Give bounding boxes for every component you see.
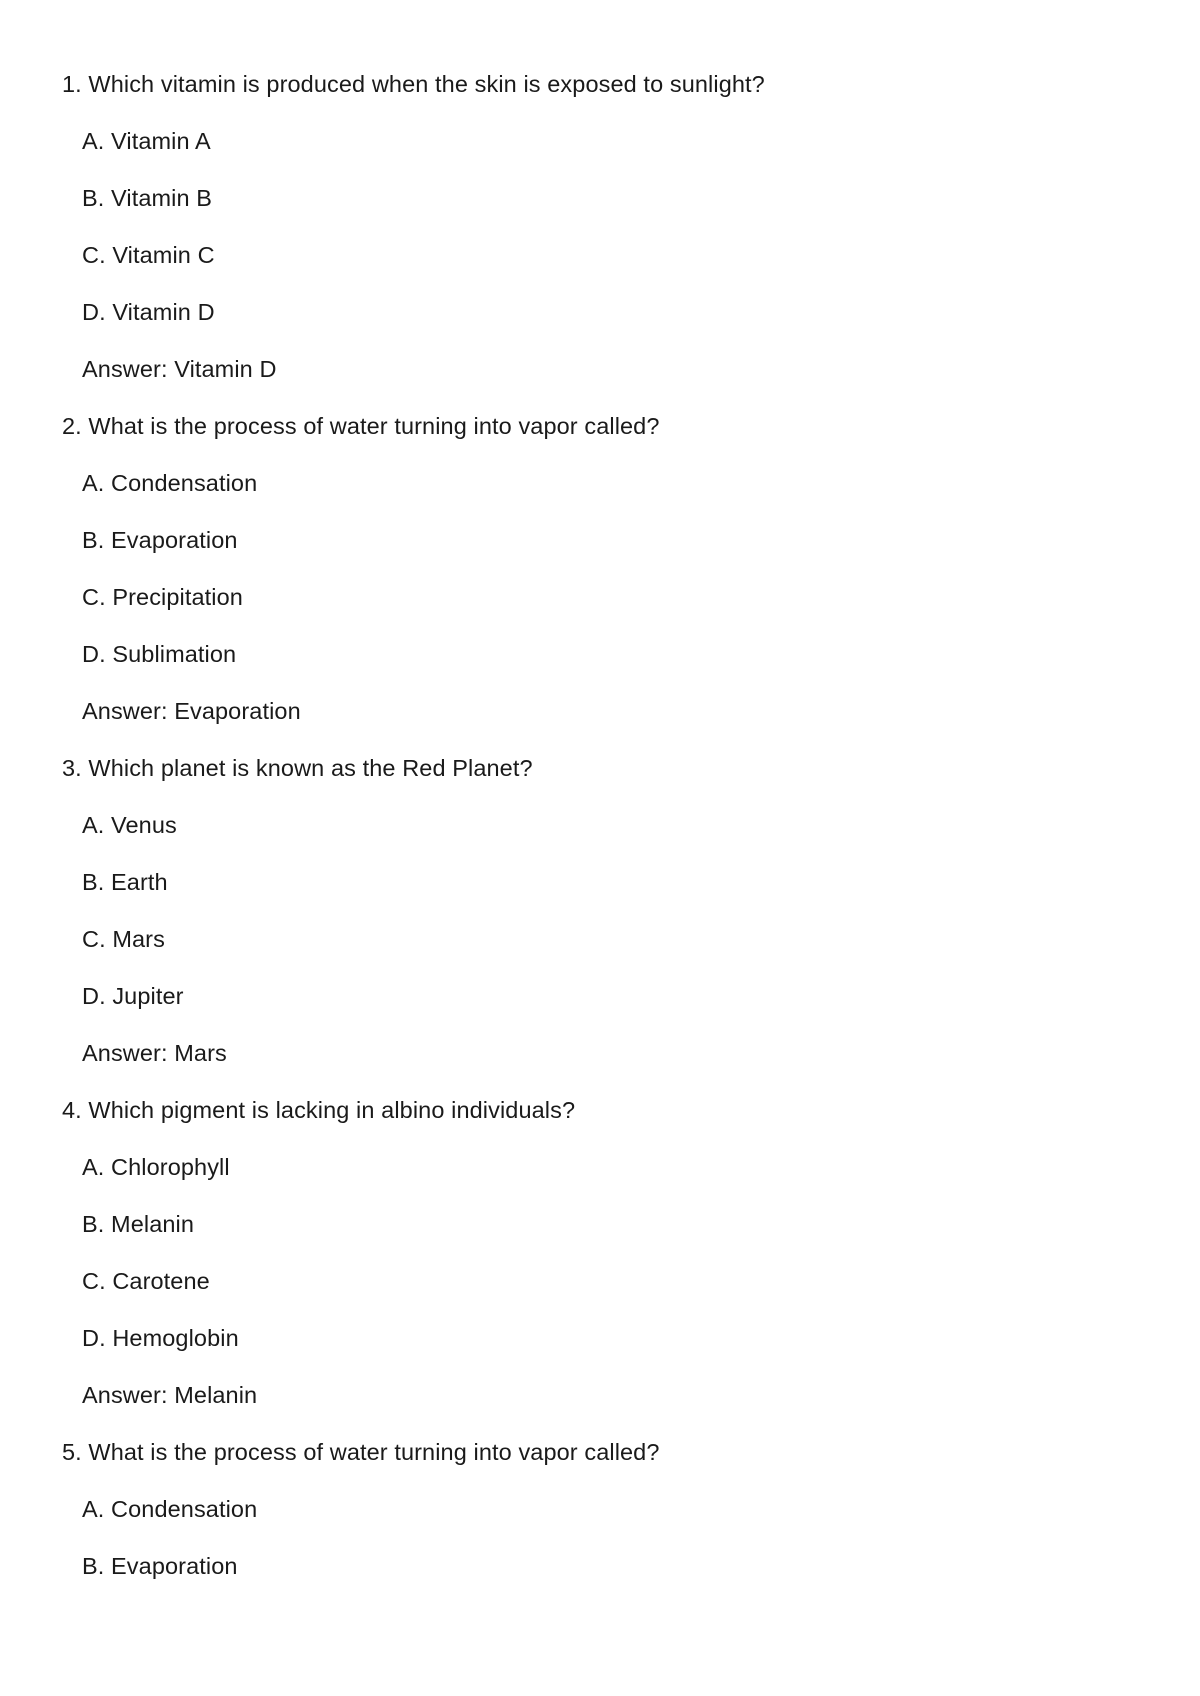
question-1-option-d: D. Vitamin D xyxy=(82,299,215,325)
question-5-option-b: B. Evaporation xyxy=(82,1553,238,1579)
question-2-answer: Answer: Evaporation xyxy=(82,698,301,724)
question-4-option-c: C. Carotene xyxy=(82,1268,210,1294)
question-5: 5. What is the process of water turning into vapor called? xyxy=(62,1439,660,1465)
question-2-option-d: D. Sublimation xyxy=(82,641,237,667)
question-1-option-a: A. Vitamin A xyxy=(82,128,211,154)
question-1: 1. Which vitamin is produced when the skin is exposed to sunlight? xyxy=(62,71,765,97)
question-4-option-b: B. Melanin xyxy=(82,1211,195,1237)
question-2-option-c: C. Precipitation xyxy=(82,584,243,610)
question-3-option-c: C. Mars xyxy=(82,926,165,952)
question-2-option-a: A. Condensation xyxy=(82,470,258,496)
question-3: 3. Which planet is known as the Red Planet? xyxy=(62,755,533,781)
question-2-option-b: B. Evaporation xyxy=(82,527,238,553)
question-3-answer: Answer: Mars xyxy=(82,1040,227,1066)
question-4-option-d: D. Hemoglobin xyxy=(82,1325,239,1351)
question-3-option-d: D. Jupiter xyxy=(82,983,184,1009)
question-4-option-a: A. Chlorophyll xyxy=(82,1154,230,1180)
question-1-option-b: B. Vitamin B xyxy=(82,185,213,211)
question-3-option-a: A. Venus xyxy=(82,812,177,838)
question-3-option-b: B. Earth xyxy=(82,869,168,895)
question-4-answer: Answer: Melanin xyxy=(82,1382,258,1408)
question-4: 4. Which pigment is lacking in albino individuals? xyxy=(62,1097,576,1123)
question-5-option-a: A. Condensation xyxy=(82,1496,258,1522)
question-1-option-c: C. Vitamin C xyxy=(82,242,215,268)
question-2: 2. What is the process of water turning into vapor called? xyxy=(62,413,660,439)
question-1-answer: Answer: Vitamin D xyxy=(82,356,277,382)
